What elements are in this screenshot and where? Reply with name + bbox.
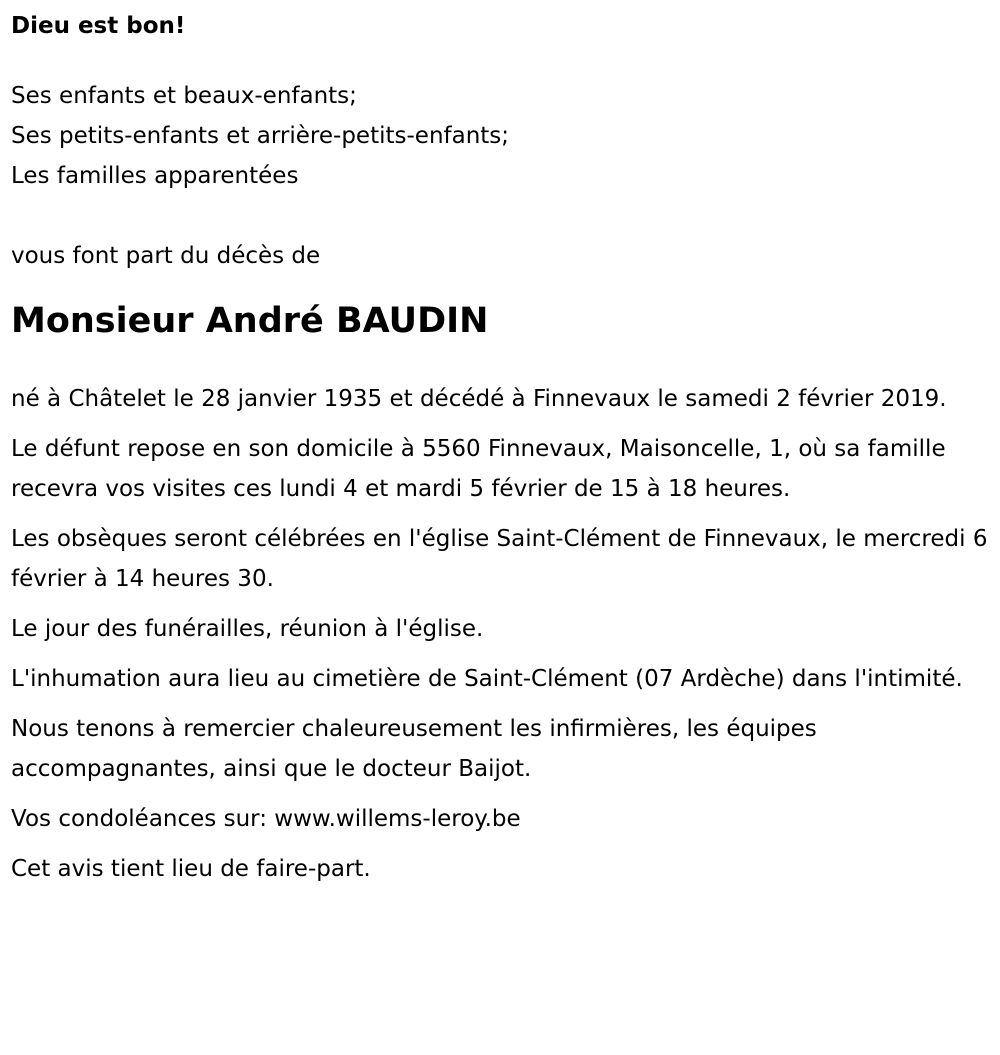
visitation-paragraph: Le défunt repose en son domicile à 5560 Finnevaux, Maisoncelle, 1, où sa famille recevra vos visites ces lundi 4 et mardi 5 février de 15 à 18 heures. xyxy=(11,436,946,502)
deceased-name: Monsieur André BAUDIN xyxy=(11,301,489,341)
burial-paragraph: L'inhumation aura lieu au cimetière de Saint-Clément (07 Ardèche) dans l'intimité. xyxy=(11,666,963,692)
notice-body xyxy=(11,379,1000,889)
opening-heading: Dieu est bon! xyxy=(11,13,186,39)
family-list xyxy=(11,76,1000,196)
closing-paragraph: Cet avis tient lieu de faire-part. xyxy=(11,856,371,882)
family-line-grandchildren: Ses petits-enfants et arrière-petits-enfants; xyxy=(11,123,510,149)
family-line-relatives: Les familles apparentées xyxy=(11,163,299,189)
funeral-paragraph: Les obsèques seront célébrées en l'église Saint-Clément de Finnevaux, le mercredi 6 février à 14 heures 30. xyxy=(11,526,988,592)
family-line-children: Ses enfants et beaux-enfants; xyxy=(11,83,357,109)
announcement-intro: vous font part du décès de xyxy=(11,243,321,269)
gathering-paragraph: Le jour des funérailles, réunion à l'église. xyxy=(11,616,484,642)
birth-death-paragraph: né à Châtelet le 28 janvier 1935 et décédé à Finnevaux le samedi 2 février 2019. xyxy=(11,386,947,412)
thanks-paragraph: Nous tenons à remercier chaleureusement les infirmières, les équipes accompagnantes, ainsi que le docteur Baijot. xyxy=(11,716,817,782)
condolences-paragraph: Vos condoléances sur: www.willems-leroy.be xyxy=(11,806,521,832)
